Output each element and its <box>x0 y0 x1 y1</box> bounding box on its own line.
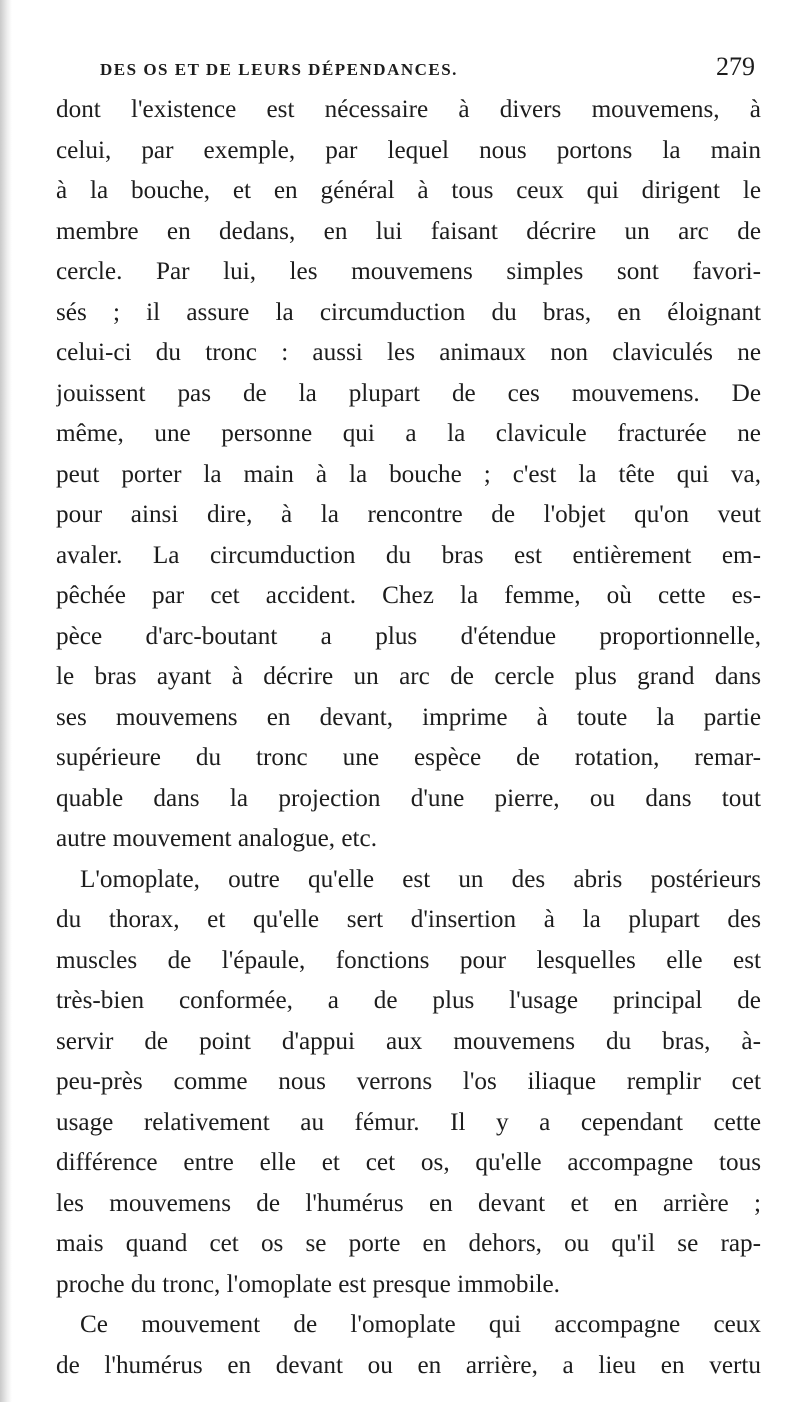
text-line: membre en dedans, en lui faisant décrire un arc de <box>56 217 761 245</box>
text-line: pèce d'arc-boutant a plus d'étendue proportionnelle, <box>56 622 761 650</box>
running-head <box>100 52 755 92</box>
text-line: muscles de l'épaule, fonctions pour lesquelles elle est <box>56 946 761 974</box>
text-line: pour ainsi dire, à la rencontre de l'objet qu'on veut <box>56 501 761 528</box>
text-line: proche du tronc, l'omoplate est presque immobile. <box>56 1270 560 1298</box>
text-line: sés ; il assure la circumduction du bras, en éloignant <box>56 298 761 326</box>
text-line: servir de point d'appui aux mouvemens du bras, à- <box>56 1027 761 1055</box>
running-head-title: DES OS ET DE LEURS DÉPENDANCES. <box>100 60 458 79</box>
text-line: différence entre elle et cet os, qu'elle accompagne tous <box>56 1149 761 1176</box>
text-line: cercle. Par lui, les mouvemens simples sont favori- <box>56 258 761 285</box>
body-text <box>56 90 761 1386</box>
text-line: supérieure du tronc une espèce de rotation, remar- <box>56 744 761 771</box>
text-line: peu-près comme nous verrons l'os iliaque remplir cet <box>56 1068 761 1095</box>
text-line: Ce mouvement de l'omoplate qui accompagne ceux <box>80 1311 761 1338</box>
text-line: même, une personne qui a la clavicule fracturée ne <box>56 420 761 447</box>
page-number: 279 <box>716 52 755 81</box>
text-line: autre mouvement analogue, etc. <box>56 825 378 852</box>
text-line: celui, par exemple, par lequel nous portons la main <box>56 136 761 164</box>
text-line: du thorax, et qu'elle sert d'insertion à la plupart des <box>56 906 761 933</box>
text-line: à la bouche, et en général à tous ceux qui dirigent le <box>56 177 761 204</box>
text-line: jouissent pas de la plupart de ces mouvemens. De <box>56 379 761 407</box>
text-line: le bras ayant à décrire un arc de cercle plus grand dans <box>56 663 761 690</box>
text-line: dont l'existence est nécessaire à divers mouvemens, à <box>56 96 761 123</box>
text-line: L'omoplate, outre qu'elle est un des abris postérieurs <box>80 865 761 893</box>
text-line: pêchée par cet accident. Chez la femme, où cette es- <box>56 582 761 609</box>
text-line: avaler. La circumduction du bras est entièrement em- <box>56 541 761 569</box>
text-line: très-bien conformée, a de plus l'usage principal de <box>56 987 761 1014</box>
text-line: peut porter la main à la bouche ; c'est la tête qui va, <box>56 460 761 488</box>
text-line: de l'humérus en devant ou en arrière, a lieu en vertu <box>56 1351 761 1379</box>
text-line: ses mouvemens en devant, imprime à toute la partie <box>56 703 761 731</box>
text-line: les mouvemens de l'humérus en devant et en arrière ; <box>56 1189 761 1217</box>
binding-shadow <box>0 0 12 1402</box>
text-line: celui-ci du tronc : aussi les animaux non claviculés ne <box>56 339 761 366</box>
text-line: usage relativement au fémur. Il y a cependant cette <box>56 1108 761 1136</box>
text-line: quable dans la projection d'une pierre, ou dans tout <box>56 784 761 812</box>
text-line: mais quand cet os se porte en dehors, ou qu'il se rap- <box>56 1230 761 1257</box>
